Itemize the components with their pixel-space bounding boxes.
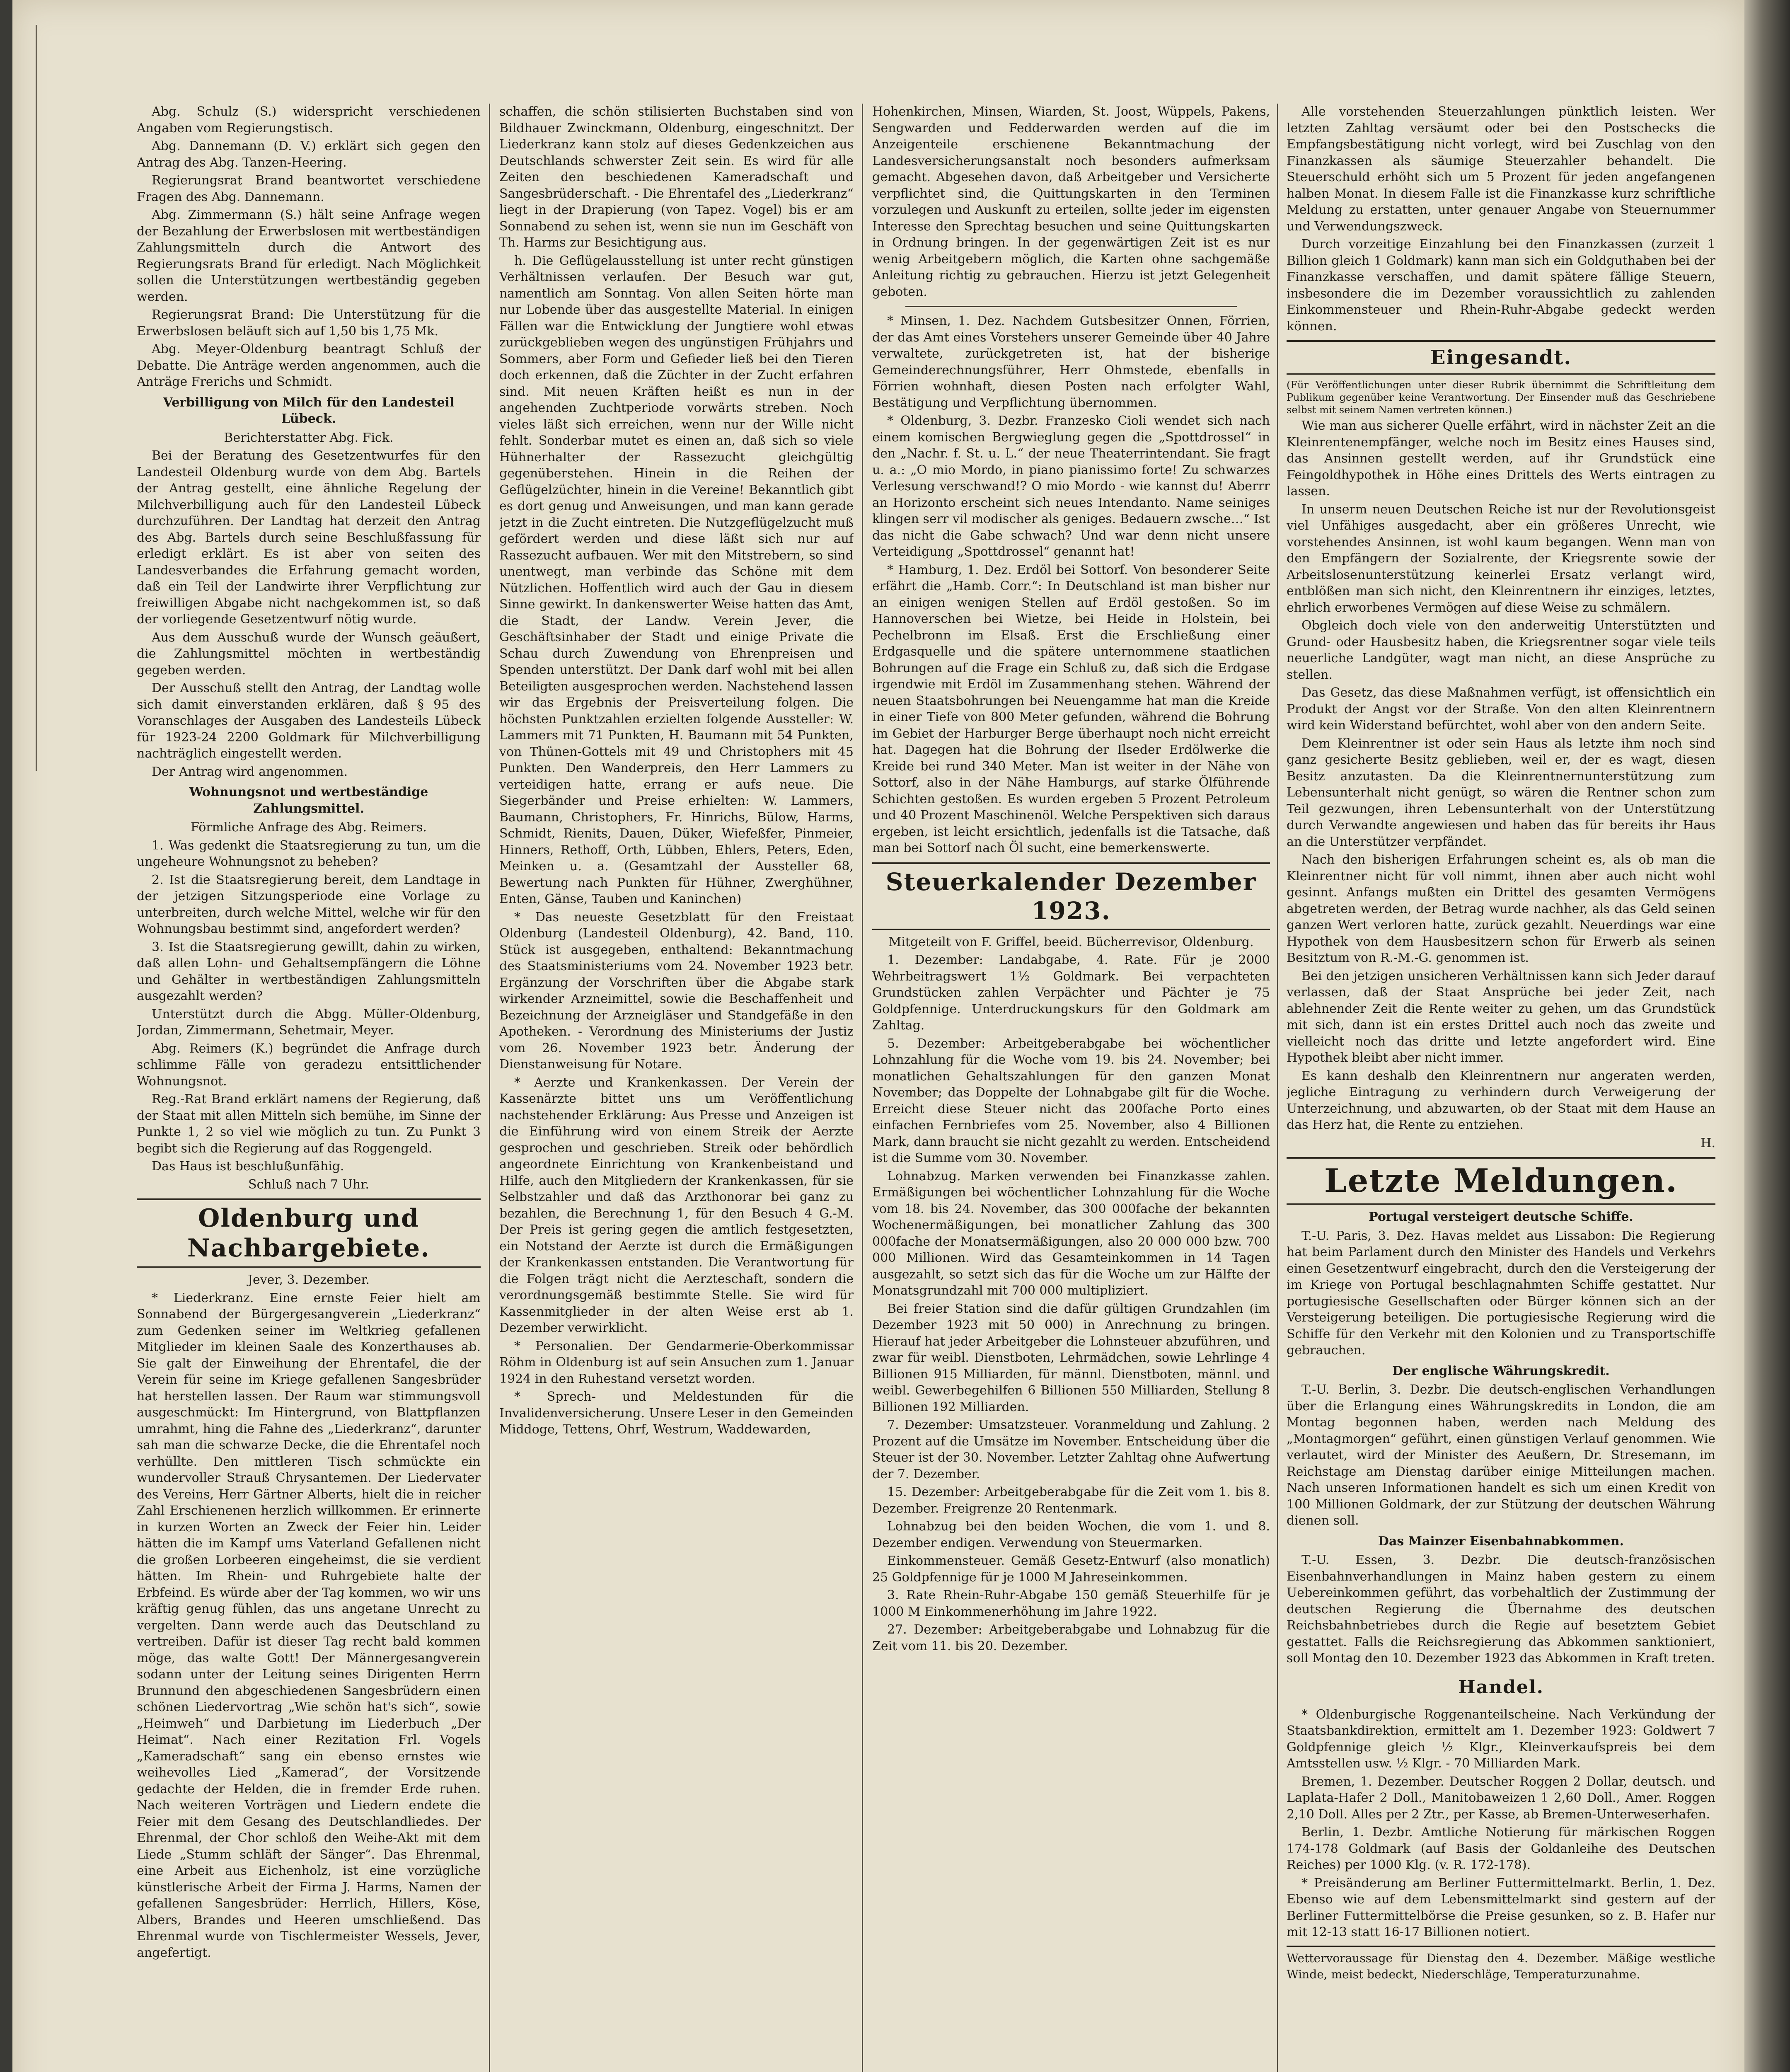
- paragraph: Unterstützt durch die Abgg. Müller-Oldenburg, Jordan, Zimmermann, Sehetmair, Meyer.: [137, 1007, 481, 1038]
- subheading: Verbilligung von Milch für den Landesteil Lübeck.: [163, 395, 455, 426]
- paragraph: Reg.-Rat Brand erklärt namens der Regierung, daß der Staat mit allen Mitteln sich bemühe, im Sinne der Punkte 1, 2 so viel wie möglich zu tun. Zu Punkt 3 begibt sich die Regierung auf das Roggengeld.: [137, 1092, 481, 1156]
- paragraph: 2. Ist die Staatsregierung bereit, dem Landtage in der jetzigen Sitzungsperiode eine Vorlage zu unterbreiten, durch welche Mittel, welche wir für den Wohnungsbau bestimmt sind, angefordert werden?: [137, 872, 481, 936]
- paragraph: Lohnabzug. Marken verwenden bei Finanzkasse zahlen. Ermäßigungen bei wöchentlicher Lohnzahlung für die Woche vom 18. bis 24. November, das 300 000fache der bekannten Wochenermäßigungen, bei monatlicher Zahlung das 300 000fache der Monatsermäßigungen, also 20 000 000 bzw. 700 000 Millionen. Wird das Gesamteinkommen in 14 Tagen ausgezahlt, so setzt sich das für die Woche um zur Hälfte der Monatsgrundzahl mit 700 000 multipliziert.: [872, 1169, 1270, 1298]
- page-edge-shadow: [1744, 0, 1790, 2072]
- signature: H.: [1700, 1135, 1715, 1150]
- paragraph: Obgleich doch viele von den anderweitig Unterstützten und Grund- oder Hausbesitz haben, die Kriegsrentner sogar viele teils neuerliche Landgüter, wagt man nicht, an diese Ansprüche zu stellen.: [1287, 618, 1715, 682]
- paragraph: Abg. Zimmermann (S.) hält seine Anfrage wegen der Bezahlung der Erwerbslosen mit wertbeständigen Zahlungsmitteln durch die Antwort des Regierungsrats Brand für erledigt. Nach Möglichkeit sollen die Unterstützungen wertbeständig gegeben werden.: [137, 208, 481, 304]
- paragraph: * Liederkranz. Eine ernste Feier hielt am Sonnabend der Bürgergesangverein „Liederkranz“ zum Gedenken seiner im Weltkrieg gefallenen Mitglieder im kleinen Saale des Konzerthauses ab. Sie galt der Einweihung der Ehrentafel, die der Verein für seine im Kriege gefallenen Sangesbrüder hat herstellen lassen. Der Raum war stimmungsvoll ausgeschmückt: Im Hintergrund, von Blattpflanzen umrahmt, hing die Fahne des „Liederkranz“, darunter sah man die schwarze Decke, die die Ehrentafel noch verhüllte. Den mittleren Tisch schmückte ein wundervoller Strauß Chrysantemen. Der Liedervater des Vereins, Herr Gärtner Alberts, hielt die in reicher Zahl Erschienenen herzlich willkommen. Er erinnerte in kurzen Worten an Zweck der Feier hin. Leider hätten die im Kampf ums Vaterland Gefallenen nicht die großen Lorbeeren eingeheimst, die sie verdient hätten. Im Rhein- und Ruhrgebiete halte der Erbfeind. Es würde aber der Tag kommen, wo wir uns kräftig genug fühlen, das uns angetane Unrecht zu vergelten. Dann werde auch das Deutschland zu vertreiben. Dafür ist dieser Tag recht bald kommen möge, das walte Gott! Der Männergesangverein sodann unter der Leitung seines Dirigenten Herrn Brunnund den abgeschiedenen Sangesbrüdern einen schönen Liedervortrag „Wie schön hat's sich“, sowie „Heimweh“ und Darbietung im Liederbuch „Der Heimat“. Nach einer Rezitation Frl. Vogels „Kameradschaft“ sang ein ebenso ernstes wie weihevolles Lied „Kamerad“, der Vorsitzende gedachte der Helden, die in fremder Erde ruhen. Nach weiteren Vorträgen und Liedern endete die Feier mit dem Gesang des Deutschlandliedes. Der Ehrenmal, der Chor schloß den Weihe-Akt mit dem Liede „Stumm schläft der Sänger“. Das Ehrenmal, eine Arbeit aus Eichenholz, ist eine vorzügliche künstlerische Arbeit der Firma J. Harms, Namen der gefallenen Sangesbrüder: Herrlich, Hillers, Köse, Albers, Brandes und Heeren umschließend. Das Ehrenmal wurde von Tischlermeister Wessels, Jever, angefertigt.: [137, 1290, 481, 1960]
- column-rule: [862, 104, 863, 2072]
- section-heading-handel: Handel.: [1458, 1676, 1544, 1698]
- paragraph: * Personalien. Der Gendarmerie-Oberkommissar Röhm in Oldenburg ist auf sein Ansuchen zum 1. Januar 1924 in den Ruhestand versetzt worden.: [499, 1339, 854, 1386]
- paragraph: Alle vorstehenden Steuerzahlungen pünktlich leisten. Wer letzten Zahltag versäumt oder bei den Postschecks die Empfangsbestätigung nicht vorlegt, wird bei Zuschlag von den Finanzkassen als säumige Steuerzahler behandelt. Die Steuerschuld erhöht sich um 5 Prozent für jeden angefangenen halben Monat. In diesem Falle ist die Finanzkasse kurz schriftliche Meldung zu erstatten, unter genauer Angabe von Steuernummer und Verwendungszweck.: [1287, 104, 1715, 234]
- paragraph: 15. Dezember: Arbeitgeberabgabe für die Zeit vom 1. bis 8. Dezember. Freigrenze 20 Rentenmark.: [872, 1485, 1270, 1516]
- subheading: Portugal versteigert deutsche Schiffe.: [1369, 1210, 1633, 1224]
- column-3: [872, 104, 1270, 2072]
- dateline: Jever, 3. Dezember.: [247, 1273, 370, 1287]
- weather-forecast: Wettervoraussage für Dienstag den 4. Dezember. Mäßige westliche Winde, meist bedeckt, Niederschläge, Temperaturzunahme.: [1287, 1946, 1715, 1983]
- divider: [905, 306, 1237, 307]
- paragraph: * Minsen, 1. Dez. Nachdem Gutsbesitzer Onnen, Förrien, der das Amt eines Vorstehers unserer Gemeinde über 40 Jahre verwaltete, zurückgetreten ist, hat der bisherige Gemeinderechnungsführer, Herr Ohmstede, ebenfalls in Förrien wohnhaft, diesen Posten nach erfolgter Wahl, Bestätigung und Verpflichtung übernommen.: [872, 314, 1270, 410]
- byline: Berichterstatter Abg. Fick.: [224, 430, 394, 445]
- paragraph: 1. Was gedenkt die Staatsregierung zu tun, um die ungeheure Wohnungsnot zu beheben?: [137, 838, 481, 869]
- paragraph: Bei den jetzigen unsicheren Verhältnissen kann sich Jeder darauf verlassen, daß der Staat Ansprüche bei jeder Zeit, nach ablehnender Zeit die Rente weiter zu gehen, um das Grundstück mit sich, dann ist ein erstes Drittel auch noch das zweite und vielleicht noch das dritte und letzte angefordert wird. Eine Hypothek bleibt aber nicht immer.: [1287, 968, 1715, 1065]
- section-heading-eingesandt: Eingesandt.: [1287, 340, 1715, 375]
- paragraph: 5. Dezember: Arbeitgeberabgabe bei wöchentlicher Lohnzahlung für die Woche vom 19. bis 24. November; bei monatlichen Gehaltszahlungen für den ganzen Monat November; das Doppelte der Lohnabgabe gilt für die Woche. Erreicht diese Steuer nicht das 200fache Porto eines einfachen Fernbriefes vom 25. November, also 4 Billionen Mark, dann braucht sie nicht gezahlt zu werden. Entscheidend ist die Summe vom 30. November.: [872, 1036, 1270, 1165]
- paragraph: Einkommensteuer. Gemäß Gesetz-Entwurf (also monatlich) 25 Goldpfennige für je 1000 M Jahreseinkommen.: [872, 1554, 1270, 1585]
- section-heading-letzte-meldungen: Letzte Meldungen.: [1287, 1157, 1715, 1205]
- paragraph: * Oldenburgische Roggenanteilscheine. Nach Verkündung der Staatsbankdirektion, ermittelt am 1. Dezember 1923: Goldwert 7 Goldpfennige gleich ½ Klgr., Kleinverkaufspreis bei dem Amtsstellen usw. ½ Klgr. - 70 Milliarden Mark.: [1287, 1707, 1715, 1771]
- paragraph: Durch vorzeitige Einzahlung bei den Finanzkassen (zurzeit 1 Billion gleich 1 Goldmark) kann man sich ein Goldguthaben bei der Finanzkasse verschaffen, und damit spätere fällige Steuern, insbesondere die im Dezember voraussichtlich zu zahlenden Einkommensteuer und Rhein-Ruhr-Abgabe gedeckt werden können.: [1287, 237, 1715, 334]
- paragraph: Der Antrag wird angenommen.: [152, 764, 348, 779]
- paragraph: Lohnabzug bei den beiden Wochen, die vom 1. und 8. Dezember endigen. Verwendung von Steuermarken.: [872, 1519, 1270, 1550]
- newspaper-page: [12, 0, 1744, 2072]
- paragraph: Wie man aus sicherer Quelle erfährt, wird in nächster Zeit an die Kleinrentenempfänger, welche noch im Besitz eines Hauses sind, das Ansinnen gestellt werden, auf ihr Grundstück eine Feingoldhypothek in Höhe eines Drittels des Werts eintragen zu lassen.: [1287, 419, 1715, 499]
- paragraph: Abg. Dannemann (D. V.) erklärt sich gegen den Antrag des Abg. Tanzen-Heering.: [137, 139, 481, 170]
- paragraph: In unserm neuen Deutschen Reiche ist nur der Revolutionsgeist viel Unfähiges ausgedacht, aber ein größeres Unrecht, wie vorstehendes Ansinnen, ist wohl kaum begangen. Wenn man von den Empfängern der Sozialrente, der Kriegsrente sowie der Arbeitslosenunterstützung keinerlei Ersatz verlangt wird, entblößen man sich nicht, den Kleinrentnern ihr einziges, letztes, ehrlich erworbenes Vermögen auf diese Weise zu schmälern.: [1287, 502, 1715, 615]
- paragraph: Abg. Schulz (S.) widerspricht verschiedenen Angaben vom Regierungstisch.: [137, 104, 481, 136]
- paragraph: * Oldenburg, 3. Dezbr. Franzesko Cioli wendet sich nach einem komischen Bergwieglung gegen die „Spottdrossel“ in den „Nachr. f. St. u. L.“ der neue Theaterrintendant. Sie fragt u. a.: „O mio Mordo, in piano pianissimo forte! Zu schwarzes Verlesung verschwand!? O mio Mordo - wie kannst du! Aberrr an Horizonto erscheint sich neues Intendanto. Name seiniges klingen serr vil modischer als geniges. Bedauern zwsche…“ Ist das nicht die Gabe schwach? Und war denn nicht unsere Verteidigung „Spottdrossel“ genannt hat!: [872, 414, 1270, 559]
- paragraph: 27. Dezember: Arbeitgeberabgabe und Lohnabzug für die Zeit vom 11. bis 20. Dezember.: [872, 1622, 1270, 1653]
- paragraph: 3. Rate Rhein-Ruhr-Abgabe 150 gemäß Steuerhilfe für je 1000 M Einkommenerhöhung im Jahre 1922.: [872, 1588, 1270, 1619]
- paragraph: Das Gesetz, das diese Maßnahmen verfügt, ist offensichtlich ein Produkt der Angst vor der Straße. Von den alten Kleinrentnern wird kein Widerstand befürchtet, wohl aber von den andern Seite.: [1287, 685, 1715, 733]
- paragraph: Dem Kleinrentner ist oder sein Haus als letzte ihm noch sind ganz gesicherte Besitz geblieben, weil er, der es wagt, diesen Besitz anzutasten. Da die Kleinrentnernunterstützung zum Lebensunterhalt nicht genügt, so wären die Rentner schon zum Teil gezwungen, ihren Lebensunterhalt von der Unterstützung durch Verwandte angewiesen und haben das für bereits ihr Haus an die Unterstützer verpfändet.: [1287, 736, 1715, 849]
- paragraph: Bei freier Station sind die dafür gültigen Grundzahlen (im Dezember 1923 mit 50 000) in Anrechnung zu bringen. Hierauf hat jeder Arbeitgeber die Lohnsteuer abzuführen, und zwar für weibl. Dienstboten, Lehrmädchen, sowie Lehrlinge 4 Billionen 915 Milliarden, für männl. Dienstboten, männl. und weibl. Gewerbegehilfen 6 Billionen 550 Milliarden, Stellung 8 Billionen 192 Milliarden.: [872, 1301, 1270, 1414]
- paragraph: 1. Dezember: Landabgabe, 4. Rate. Für je 2000 Wehrbeitragswert 1½ Goldmark. Bei verpachteten Grundstücken zahlen Verpächter und Pächter je 75 Goldpfennige. Unterdruckungskurs für den Goldmark am Zahltag.: [872, 953, 1270, 1033]
- paragraph: * Hamburg, 1. Dez. Erdöl bei Sottorf. Von besonderer Seite erfährt die „Hamb. Corr.“: In Deutschland ist man bisher nur an einigen wenigen Stellen auf Erdöl gestoßen. So im Hannoverschen bei Wietze, bei Heide in Holstein, bei Pechelbronn im Elsaß. Erst die Erschließung einer Erdgasquelle und die spätere unternommene staatlichen Bohrungen auf die Frage ein Schluß zu, daß sich die Erdgase irgendwie mit Erdöl im Zusammenhang stehen. Während der neuen Staatsbohrungen bei Neuengamme hat man die Kreide in einer Tiefe von 800 Meter gefunden, während die Bohrung im Gebiet der Harburger Berge überhaupt noch nicht erreicht hat. Dagegen hat die Bohrung der Ilseder Erdölwerke die Kreide bei rund 340 Meter. Man ist weiter in der Nähe von Sottorf, also in der Nähe Hamburgs, auf starke Ölführende Schichten gestoßen. Es wurden ergeben 5 Prozent Petroleum und 40 Prozent Maschinenöl. Welche Perspektiven sich daraus ergeben, ist leicht ersichtlich, jedenfalls ist die Tatsache, daß man bei Sottorf nach Öl sucht, eine bemerkenswerte.: [872, 562, 1270, 855]
- column-rule: [1277, 104, 1278, 2072]
- paragraph: * Das neueste Gesetzblatt für den Freistaat Oldenburg (Landesteil Oldenburg), 42. Band, 110. Stück ist ausgegeben, enthaltend: Bekanntmachung des Staatsministeriums vom 24. November 1923 betr. Ergänzung der Vorschriften über die Abgabe stark wirkender Arzneimittel, sowie die Beschaffenheit und Bezeichnung der Arzneigläser und Standgefäße in den Apotheken. - Verordnung des Ministeriums der Justiz vom 26. November 1923 betr. Änderung der Dienstanweisung für Notare.: [499, 910, 854, 1072]
- paragraph: * Preisänderung am Berliner Futtermittelmarkt. Berlin, 1. Dez. Ebenso wie auf dem Lebensmittelmarkt sind gestern auf der Berliner Futtermittelbörse die Preise gesunken, so z. B. Hafer nur mit 12-13 statt 16-17 Billionen notiert.: [1287, 1876, 1715, 1939]
- paragraph: Regierungsrat Brand beantwortet verschiedene Fragen des Abg. Dannemann.: [137, 173, 481, 204]
- paragraph: Berlin, 1. Dezbr. Amtliche Notierung für märkischen Roggen 174-178 Goldmark (auf Basis der Goldanleihe des Deutschen Reiches) per 1000 Klg. (v. R. 172-178).: [1287, 1825, 1715, 1872]
- paragraph: Bremen, 1. Dezember. Deutscher Roggen 2 Dollar, deutsch. und Laplata-Hafer 2 Doll., Manitobaweizen 1 2,60 Doll., Amer. Roggen 2,10 Doll. Alles per 2 Ztr., per Kasse, ab Bremen-Unterweserhafen.: [1287, 1774, 1715, 1822]
- byline: Förmliche Anfrage des Abg. Reimers.: [191, 820, 427, 835]
- editorial-note: (Für Veröffentlichungen unter dieser Rubrik übernimmt die Schriftleitung dem Publikum gegenüber keine Verantwortung. Der Einsender muß das Geschriebene selbst mit seinem Namen vertreten können.): [1287, 379, 1715, 416]
- paragraph: Bei der Beratung des Gesetzentwurfes für den Landesteil Oldenburg wurde von dem Abg. Bartels der Antrag gestellt, eine ähnliche Regelung der Milchverbilligung auch für den Landesteil Lübeck durchzuführen. Der Landtag hat derzeit den Antrag des Abg. Bartels durch seine Beschlußfassung für erledigt erklärt. Es ist aber von seiten des Landesverbandes die Erfahrung gemacht worden, daß ein Teil der Landwirte ihrer Verpflichtung zur freiwilligen Abgabe nicht nachgekommen ist, so daß der vorliegende Gesetzentwurf nötig wurde.: [137, 448, 481, 627]
- paragraph: * Aerzte und Krankenkassen. Der Verein der Kassenärzte bittet uns um Veröffentlichung nachstehender Erklärung: Aus Presse und Anzeigen ist die Einführung wird von einem Streik der Aerzte gesprochen und geschrieben. Streik oder behördlich angeordnete Einrichtung von Krankenbeistand und Hilfe, auch den Mitgliedern der Krankenkassen, für sie Selbstzahler und daß das Arzthonorar bei ganz zu bezahlen, die Berechnung 1, für den Besuch 4 G.-M. Der Preis ist gering gegen die amtlich festgesetzten, ein Notstand der Aerzte ist durch die Ermäßigungen der Krankenkassen entstanden. Die Verantwortung für die Folgen trägt nicht die Aerzteschaft, sondern die verordnungsgemäß bestimmte Stelle. Sie wird für Kassenmitglieder in der alten Weise erst ab 1. Dezember verwirklicht.: [499, 1075, 854, 1335]
- paragraph: Aus dem Ausschuß wurde der Wunsch geäußert, die Zahlungsmittel möchten in wertbeständig gegeben werden.: [137, 630, 481, 678]
- paragraph: Schluß nach 7 Uhr.: [248, 1177, 369, 1192]
- paragraph: Nach den bisherigen Erfahrungen scheint es, als ob man die Kleinrentner nicht für voll nimmt, ihnen aber auch nicht wohl gesinnt. Anfangs mußten ein Drittel des gesamten Vermögens abgetreten werden, der Betrag wurde nachher, als das Geld seinen ganzen Wert verloren hatte, zurück gezahlt. Neuerdings war eine Hypothek von dem Hausbesitzern schon für Erwerb als seinen Besitztum von R.-M.-G. genommen ist.: [1287, 852, 1715, 965]
- paragraph: * Sprech- und Meldestunden für die Invalidenversicherung. Unsere Leser in den Gemeinden Middoge, Tettens, Ohrf, Westrum, Waddewarden,: [499, 1389, 854, 1437]
- column-1: [137, 104, 481, 2072]
- column-4: [1287, 104, 1715, 2072]
- section-heading-oldenburg: Oldenburg und Nachbargebiete.: [137, 1198, 481, 1268]
- paragraph: h. Die Geflügelausstellung ist unter recht günstigen Verhältnissen verlaufen. Der Besuch war gut, namentlich am Sonntag. Von allen Seiten hörte man nur Lobende über das ausgestellte Material. In einigen Fällen war die Entwicklung der Jungtiere wohl etwas zurückgeblieben wegen des ungünstigen Frühjahrs und Sommers, aber Form und Gefieder ließ bei den Tieren doch erkennen, daß die Züchter in der Zucht erfahren sind. Mit neuen Kräften heißt es nun in der angehenden Zuchtperiode vorwärts streben. Noch vieles läßt sich erreichen, wenn nur der Wille nicht fehlt. Sonderbar mutet es einen an, daß sich so viele Hühnerhalter der Rassezucht gleichgültig gegenüberstehen. Hinein in die Reihen der Geflügelzüchter, hinein in die Vereine! Bekanntlich gibt es dort genug und Anweisungen, und man kann gerade jetzt in die Zucht eintreten. Die Nutzgeflügelzucht muß gefördert werden und diese läßt sich nur auf Rassezucht aufbauen. Wer mit den Mitstrebern, so sind unentwegt, man verbinde das Schöne mit dem Nützlichen. Hoffentlich wird auch der Gau in diesem Sinne gewirkt. In dankenswerter Weise hatten das Amt, die Stadt, der Landw. Verein Jever, die Geschäftsinhaber der Stadt und einige Private die Schau durch Zuwendung von Ehrenpreisen und Spenden unterstützt. Der Dank darf wohl mit bei allen Beteiligten ausgesprochen werden. Nachstehend lassen wir das Ergebnis der Preisverteilung folgen. Die höchsten Punktzahlen erzielten folgende Aussteller: W. Lammers mit 71 Punkten, H. Baumann mit 54 Punkten, von Thünen-Gottels mit 49 und Christophers mit 45 Punkten. Den Wanderpreis, den Herr Lammers zu verteidigen hatte, errang er aufs neue. Die Siegerbänder und Preise erhielten: W. Lammers, Baumann, Christophers, Fr. Hinrichs, Bülow, Harms, Schmidt, Rienits, Dauen, Düker, Wiefeßfer, Pinmeier, Hinners, Rethoff, Orth, Lübben, Ehlers, Peters, Eden, Meinken u. a. (Gesamtzahl der Aussteller 68, Bewertung nach Punkten für Hühner, Zwerghühner, Enten, Gänse, Tauben und Kaninchen): [499, 253, 854, 906]
- paragraph: schaffen, die schön stilisierten Buchstaben sind von Bildhauer Zwinckmann, Oldenburg, eingeschnitzt. Der Liederkranz kann stolz auf dieses Gedenkzeichen aus Deutschlands schwerster Zeit sein. Es wird für alle Zeiten den beschiedenen Kameradschaft und Sangesbrüderschaft. - Die Ehrentafel des „Liederkranz“ liegt in der Drapierung (von Tapez. Vogel) bis er am Sonnabend zu sehen ist, wenn sie nun im Geschäft von Th. Harms zur Besichtigung aus.: [499, 104, 854, 250]
- section-heading-steuerkalender: Steuerkalender Dezember 1923.: [872, 862, 1270, 930]
- subheading: Wohnungsnot und wertbeständige Zahlungsmittel.: [189, 785, 428, 816]
- paragraph: Hohenkirchen, Minsen, Wiarden, St. Joost, Wüppels, Pakens, Sengwarden und Fedderwarden werden auf die im Anzeigenteile erschienene Bekanntmachung der Landesversicherungsanstalt noch besonders aufmerksam gemacht. Abgesehen davon, daß Arbeitgeber und Versicherte verpflichtet sind, die Quittungskarten in den Terminen vorzulegen und Auskunft zu erteilen, sollte jeder im eigensten Interesse den Sprechtag besuchen und seine Quittungskarten in Ordnung bringen. In der gegenwärtigen Zeit ist es nur wenig Arbeitgebern möglich, die Karten ohne sachgemäße Anleitung richtig zu gebrauchen. Hierzu ist jetzt Gelegenheit geboten.: [872, 104, 1270, 299]
- paragraph: 7. Dezember: Umsatzsteuer. Voranmeldung und Zahlung. 2 Prozent auf die Umsätze im November. Entscheidung über die Steuer ist der 30. November. Letzter Zahltag ohne Aufwertung der 7. Dezember.: [872, 1418, 1270, 1481]
- paragraph: 3. Ist die Staatsregierung gewillt, dahin zu wirken, daß allen Lohn- und Gehaltsempfängern die Löhne und Gehälter in wertbeständigen Zahlungsmitteln ausgezahlt werden?: [137, 939, 481, 1003]
- paragraph: T.-U. Berlin, 3. Dezbr. Die deutsch-englischen Verhandlungen über die Erlangung eines Währungskredits in London, die am Montag begonnen haben, werden nach Meldung des „Montagmorgen“ geführt, einen günstigen Verlauf genommen. Wie verlautet, wird der Minister des Aeußern, Dr. Stresemann, im Reichstage am Dienstag darüber einige Mitteilungen machen. Nach unseren Informationen handelt es sich um einen Kredit von 100 Millionen Goldmark, der zur Stützung der deutschen Währung dienen soll.: [1287, 1382, 1715, 1528]
- paragraph: T.-U. Essen, 3. Dezbr. Die deutsch-französischen Eisenbahnverhandlungen in Mainz haben gestern zu einem Uebereinkommen geführt, das vorbehaltlich der Zustimmung der deutschen Regierung die Übernahme des deutschen Reichsbahnbetriebes durch die Regie auf besetztem Gebiet gestattet. Falls die Reichsregierung das Abkommen sanktioniert, soll Montag den 10. Dezember 1923 das Abkommen in Kraft treten.: [1287, 1553, 1715, 1665]
- column-2: [499, 104, 854, 2072]
- paragraph: Es kann deshalb den Kleinrentnern nur angeraten werden, jegliche Eintragung zu verhindern durch Verweigerung der Unterzeichnung, und abzuwarten, ob der Staat mit dem Hause an das Herz hat, die Rente zu entziehen.: [1287, 1068, 1715, 1132]
- binding-edge: [29, 25, 37, 771]
- paragraph: Das Haus ist beschlußunfähig.: [152, 1159, 344, 1174]
- column-rule: [489, 104, 490, 2072]
- paragraph: Abg. Meyer-Oldenburg beantragt Schluß der Debatte. Die Anträge werden angenommen, auch die Anträge Frerichs und Schmidt.: [137, 342, 481, 389]
- byline: Mitgeteilt von F. Griffel, beeid. Bücherrevisor, Oldenburg.: [888, 934, 1254, 949]
- subheading: Das Mainzer Eisenbahnabkommen.: [1378, 1534, 1624, 1549]
- subheading: Der englische Währungskredit.: [1392, 1363, 1610, 1378]
- paragraph: T.-U. Paris, 3. Dez. Havas meldet aus Lissabon: Die Regierung hat beim Parlament durch den Minister des Handels und Verkehrs einen Gesetzentwurf eingebracht, durch den die Versteigerung der im Kriege von Portugal beschlagnahmten Schiffe gestattet. Nur portugiesische Gesellschaften oder Bürger können sich an der Versteigerung beteiligen. Die portugiesische Regierung wird die Schiffe für den Verkehr mit den Kolonien und zu Transportschiffe gebrauchen.: [1287, 1228, 1715, 1358]
- paragraph: Regierungsrat Brand: Die Unterstützung für die Erwerbslosen beläuft sich auf 1,50 bis 1,75 Mk.: [137, 307, 481, 339]
- paragraph: Abg. Reimers (K.) begründet die Anfrage durch schlimme Fälle von geradezu entsittlichender Wohnungsnot.: [137, 1041, 481, 1089]
- paragraph: Der Ausschuß stellt den Antrag, der Landtag wolle sich damit einverstanden erklären, daß § 95 des Voranschlages der Ausgaben des Landesteils Lübeck für 1923-24 2200 Goldmark für Milchverbilligung nachträglich eingestellt werden.: [137, 681, 481, 761]
